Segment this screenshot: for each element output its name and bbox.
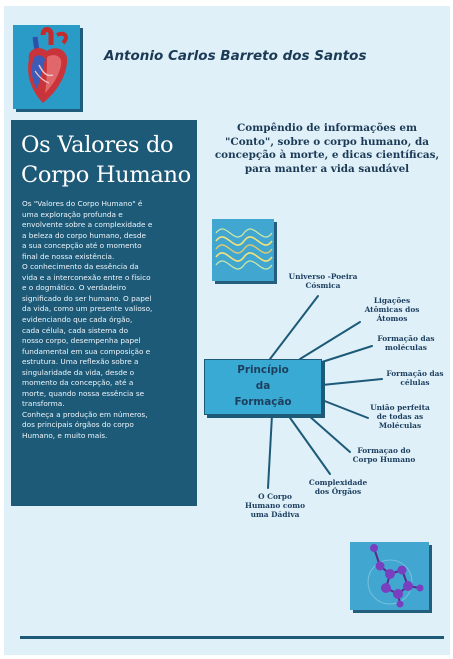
book-title: Os Valores do Corpo Humano [21, 132, 191, 188]
wave-illustration [212, 219, 274, 281]
mindmap-node-celulas: Formação das células [386, 369, 444, 387]
mindmap-node-uniao: União perfeita de todas as Moléculas [370, 403, 430, 430]
anatomical-heart-icon [13, 25, 80, 109]
intro-panel [11, 120, 197, 506]
mindmap-node-complexidade: Complexidade dos Órgãos [308, 478, 368, 496]
mindmap-node-dadiva: O Corpo Humano como uma Dádiva [244, 492, 306, 519]
heart-illustration [13, 25, 80, 109]
mindmap-center-label: Princípio da Formação [234, 364, 292, 408]
mindmap-node-ligacoes: Ligações Atômicas dos Átomos [364, 296, 420, 323]
bottom-divider [20, 636, 444, 639]
molecule-icon [350, 542, 429, 610]
mindmap-node-moleculas: Formação das moléculas [377, 334, 435, 352]
compendium-subtitle: Compêndio de informações em "Conto", sobre o corpo humano, da concepção à morte, e dicas científicas, para manter a vida saudável [214, 122, 440, 175]
molecule-illustration [350, 542, 429, 610]
mindmap-node-corpo-humano: Formaçao do Corpo Humano [352, 446, 416, 464]
dna-wave-icon [212, 219, 274, 281]
mindmap-node-universo: Universo -Poeira Cósmica [288, 272, 358, 290]
book-description: Os "Valores do Corpo Humano" é uma exploração profunda e envolvente sobre a complexidade e a beleza do corpo humano, desde a sua concepção até o momento final de nossa existência. O conhecimento da essência da vida e a interconexão entre o físico e o dogmático. O verdadeiro significado do ser humano. O papel da vida, como um presente valioso, evidenciando que cada órgão, cada célula, cada sistema do nosso corpo, desempenha papel fundamental em sua composição e estrutura. Uma reflexão sobre a singularidade da vida, desde o momento da concepção, até a morte, quando nossa essência se transforma. Conheça a produção em números, dos principais órgãos do corpo Humano, e muito mais. [22, 199, 153, 441]
mindmap-center [204, 359, 322, 415]
author-name: Antonio Carlos Barreto dos Santos [104, 48, 367, 64]
